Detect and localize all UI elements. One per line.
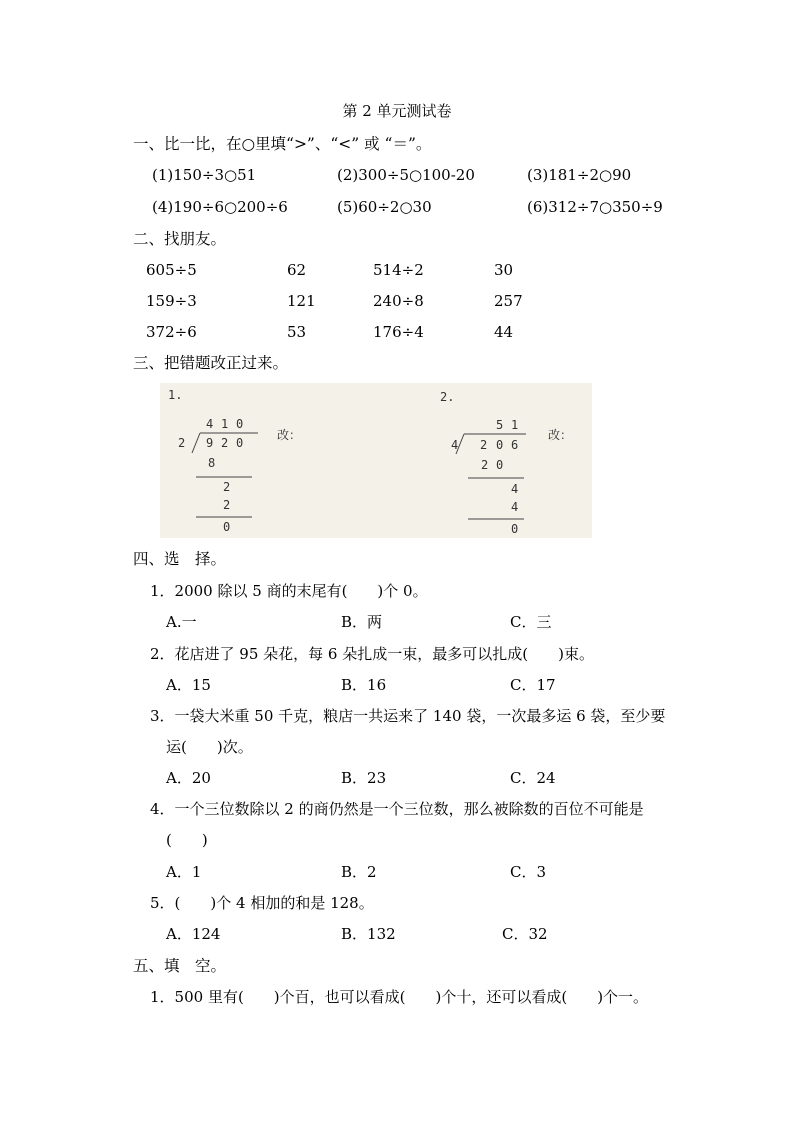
problem-1-division-bracket <box>192 433 200 453</box>
section-3-heading: 三、把错题改正过来。 <box>133 354 289 372</box>
section-1-heading: 一、比一比，在○里填“>”、“<” 或 “＝”。 <box>133 135 432 153</box>
problem-1-quotient-digit: 4 <box>206 417 214 431</box>
option-b: B．132 <box>341 925 396 943</box>
problem-1-quotient-digit: 1 <box>221 417 229 431</box>
problem-1-dividend-digit: 0 <box>236 436 244 450</box>
problem-2-dividend-digit: 2 <box>480 438 488 452</box>
option-c: C．3 <box>510 863 547 881</box>
option-c: C．17 <box>510 676 556 694</box>
section-2-heading: 二、找朋友。 <box>133 230 227 248</box>
match-cell: 240÷8 <box>373 292 424 310</box>
compare-item-1: (1)150÷3○51 <box>152 166 257 184</box>
problem-1-dividend-digit: 9 <box>206 436 214 450</box>
option-b: B．23 <box>341 769 387 787</box>
problem-1-correct-label: 改： <box>277 428 302 442</box>
question-3-continued: 运( )次。 <box>166 738 253 756</box>
match-cell: 605÷5 <box>146 261 197 279</box>
match-cell: 62 <box>287 261 307 279</box>
option-b: B．16 <box>341 676 387 694</box>
match-cell: 176÷4 <box>373 323 424 341</box>
problem-2-number: 2. <box>440 390 455 404</box>
problem-1-step: 2 <box>223 498 231 512</box>
problem-1-quotient-digit: 0 <box>236 417 244 431</box>
problem-2-correct-label: 改： <box>548 428 573 442</box>
problem-2-dividend-digit: 0 <box>496 438 504 452</box>
match-cell: 44 <box>494 323 514 341</box>
question-3: 3．一袋大米重 50 千克，粮店一共运来了 140 袋，一次最多运 6 袋，至少要 <box>150 707 666 725</box>
question-5: 5．( )个 4 相加的和是 128。 <box>150 894 374 912</box>
compare-item-4: (4)190÷6○200÷6 <box>152 198 288 216</box>
option-a: A．1 <box>166 863 202 881</box>
page-title: 第 2 单元测试卷 <box>342 102 452 120</box>
option-b: B．两 <box>341 613 383 631</box>
section-5-heading: 五、填 空。 <box>133 957 227 975</box>
problem-2-step: 2 <box>481 458 489 472</box>
problem-1-remainder: 0 <box>223 520 231 534</box>
option-b: B．2 <box>341 863 377 881</box>
section-4-heading: 四、选 择。 <box>133 550 227 568</box>
match-cell: 257 <box>494 292 523 310</box>
problem-1-divisor: 2 <box>178 436 186 450</box>
match-cell: 30 <box>494 261 514 279</box>
question-2: 2．花店进了 95 朵花，每 6 朵扎成一束，最多可以扎成( )束。 <box>150 645 594 663</box>
question-4-continued: ( ) <box>166 831 208 849</box>
problem-2-step: 4 <box>511 482 519 496</box>
option-a: A．124 <box>166 925 221 943</box>
match-cell: 514÷2 <box>373 261 424 279</box>
question-4: 4．一个三位数除以 2 的商仍然是一个三位数，那么被除数的百位不可能是 <box>150 800 644 818</box>
option-c: C．32 <box>502 925 548 943</box>
problem-1-dividend-digit: 2 <box>221 436 229 450</box>
fill-question-1: 1．500 里有( )个百，也可以看成( )个十，还可以看成( )个一。 <box>150 988 649 1006</box>
compare-item-3: (3)181÷2○90 <box>527 166 632 184</box>
problem-2-quotient-digit: 1 <box>511 418 519 432</box>
problem-1-step: 2 <box>223 480 231 494</box>
match-cell: 159÷3 <box>146 292 197 310</box>
problem-2-divisor: 4 <box>451 438 459 452</box>
problem-1-step: 8 <box>208 456 216 470</box>
option-c: C．24 <box>510 769 556 787</box>
option-a: A．15 <box>166 676 211 694</box>
match-cell: 372÷6 <box>146 323 197 341</box>
option-a: A．20 <box>166 769 211 787</box>
long-division-figure <box>160 383 592 538</box>
question-1: 1．2000 除以 5 商的末尾有( )个 0。 <box>150 582 428 600</box>
problem-2-remainder: 0 <box>511 522 519 536</box>
match-cell: 121 <box>287 292 316 310</box>
problem-2-step: 4 <box>511 500 519 514</box>
problem-2-dividend-digit: 6 <box>511 438 519 452</box>
compare-item-5: (5)60÷2○30 <box>337 198 432 216</box>
match-cell: 53 <box>287 323 307 341</box>
problem-2-quotient-digit: 5 <box>496 418 504 432</box>
compare-item-6: (6)312÷7○350÷9 <box>527 198 663 216</box>
option-c: C．三 <box>510 613 552 631</box>
problem-2-step: 0 <box>496 458 504 472</box>
option-a: A.一 <box>166 613 197 631</box>
long-division-panel <box>160 383 592 538</box>
compare-item-2: (2)300÷5○100-20 <box>337 166 475 184</box>
problem-1-number: 1. <box>168 388 183 402</box>
